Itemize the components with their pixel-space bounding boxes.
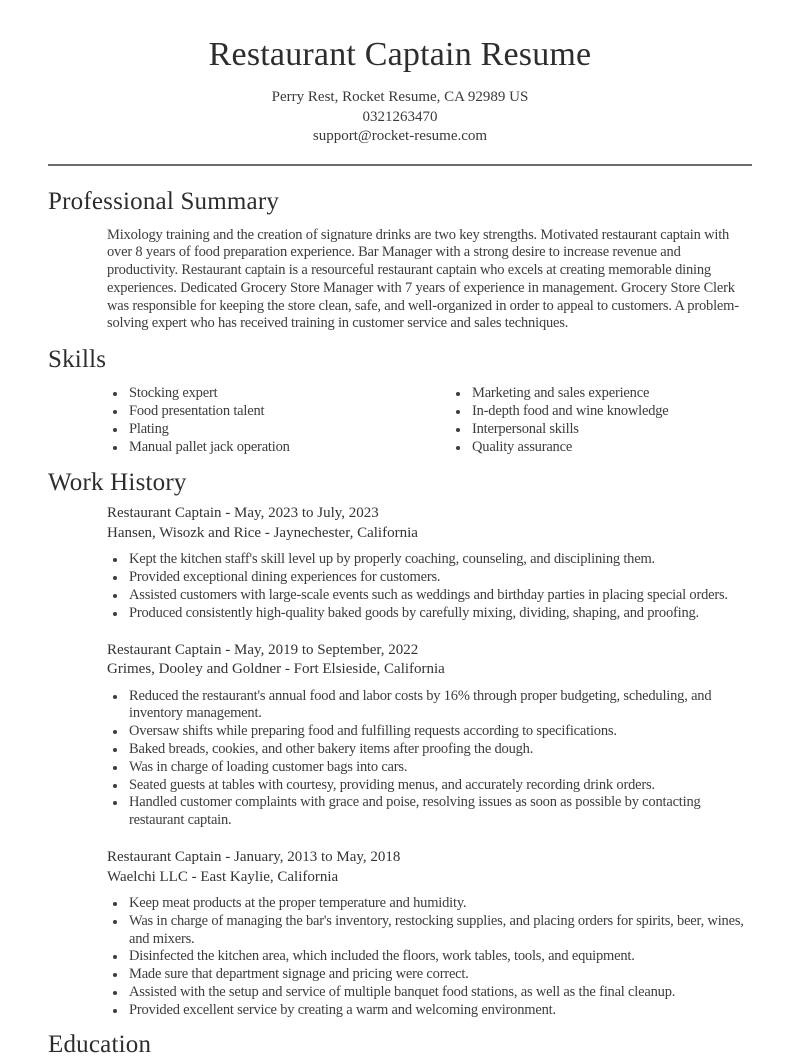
job-company: Hansen, Wisozk and Rice - Jaynechester, California xyxy=(107,524,418,541)
job-company: Grimes, Dooley and Goldner - Fort Elsieside, California xyxy=(107,661,445,678)
job-title: Restaurant Captain - May, 2023 to July, 2023 xyxy=(107,505,379,522)
skill-item: • Manual pallet jack operation xyxy=(127,439,432,457)
job-entry xyxy=(107,848,752,1020)
job-bullet-list xyxy=(107,895,752,1020)
job-bullet: • Baked breads, cookies, and other bakery items after proofing the dough. xyxy=(127,741,752,759)
job-bullet: • Assisted customers with large-scale events such as weddings and birthday parties in placing special orders. xyxy=(127,587,752,605)
skills-body xyxy=(107,385,752,456)
job-bullet: • Handled customer complaints with grace and poise, resolving issues as soon as possible by contacting restaurant captain. xyxy=(127,794,752,830)
skill-item: • Plating xyxy=(127,421,432,439)
job-entry xyxy=(107,641,752,830)
professional-summary-text: Mixology training and the creation of signature drinks are two key strengths. Motivated restaurant captain with over 8 years of food preparation experience. Bar Manager with a strong desire to increase revenue and productivity. Restaurant captain is a resourceful restaurant captain who excels at creating memorable dining experiences. Dedicated Grocery Store Manager with 7 years of experience in management. Grocery Store Clerk was responsible for keeping the store clean, safe, and well-organized in order to appeal to customers. A problem-solving expert who has received training in customer service and sales techniques. xyxy=(107,226,739,332)
job-company: Waelchi LLC - East Kaylie, California xyxy=(107,868,339,885)
contact-phone: 0321263470 xyxy=(362,108,438,125)
header-divider xyxy=(48,164,752,166)
skills-column-right xyxy=(450,385,752,456)
job-bullet: • Provided excellent service by creating a warm and welcoming environment. xyxy=(127,1002,752,1020)
resume-title: Restaurant Captain Resume xyxy=(208,36,592,73)
job-bullet: • Assisted with the setup and service of multiple banquet food stations, as well as the final cleanup. xyxy=(127,984,752,1002)
job-bullet: • Provided exceptional dining experiences for customers. xyxy=(127,569,752,587)
professional-summary-body xyxy=(107,227,752,334)
skill-item: • Interpersonal skills xyxy=(470,421,752,439)
contact-address: Perry Rest, Rocket Resume, CA 92989 US xyxy=(271,89,529,105)
job-bullet: • Disinfected the kitchen area, which included the floors, work tables, tools, and equipment. xyxy=(127,948,752,966)
job-bullet: • Made sure that department signage and pricing were correct. xyxy=(127,966,752,984)
skill-item: • Stocking expert xyxy=(127,385,432,403)
job-bullet: • Reduced the restaurant's annual food and labor costs by 16% through proper budgeting, scheduling, and inventory management. xyxy=(127,688,752,724)
skills-columns xyxy=(107,385,752,456)
job-bullet: • Seated guests at tables with courtesy, providing menus, and accurately recording drink orders. xyxy=(127,777,752,795)
job-bullet: • Was in charge of loading customer bags into cars. xyxy=(127,759,752,777)
skill-item: • Food presentation talent xyxy=(127,403,432,421)
skill-item: • Marketing and sales experience xyxy=(470,385,752,403)
section-heading-professional-summary: Professional Summary xyxy=(48,187,280,215)
work-history-body xyxy=(107,504,752,1019)
skill-item: • In-depth food and wine knowledge xyxy=(470,403,752,421)
job-title: Restaurant Captain - January, 2013 to May, 2018 xyxy=(107,849,401,866)
contact-email: support@rocket-resume.com xyxy=(312,128,488,144)
job-bullet: • Produced consistently high-quality baked goods by carefully mixing, dividing, shaping, and proofing. xyxy=(127,605,752,623)
job-bullet-list xyxy=(107,688,752,830)
resume-header xyxy=(48,0,752,147)
job-bullet: • Was in charge of managing the bar's inventory, restocking supplies, and placing orders for spirits, beer, wines, and mixers. xyxy=(127,913,752,949)
skill-item: • Quality assurance xyxy=(470,439,752,457)
job-bullet: • Oversaw shifts while preparing food and fulfilling requests according to specifications. xyxy=(127,723,752,741)
skills-column-left xyxy=(107,385,432,456)
job-title: Restaurant Captain - May, 2019 to September, 2022 xyxy=(107,641,419,658)
section-heading-work-history: Work History xyxy=(48,469,187,497)
section-heading-education: Education xyxy=(48,1030,152,1058)
job-entry xyxy=(107,504,752,622)
job-bullet-list xyxy=(107,551,752,622)
job-bullet: • Keep meat products at the proper temperature and humidity. xyxy=(127,895,752,913)
section-heading-skills: Skills xyxy=(48,346,107,374)
job-bullet: • Kept the kitchen staff's skill level up by properly coaching, counseling, and disciplining them. xyxy=(127,551,752,569)
